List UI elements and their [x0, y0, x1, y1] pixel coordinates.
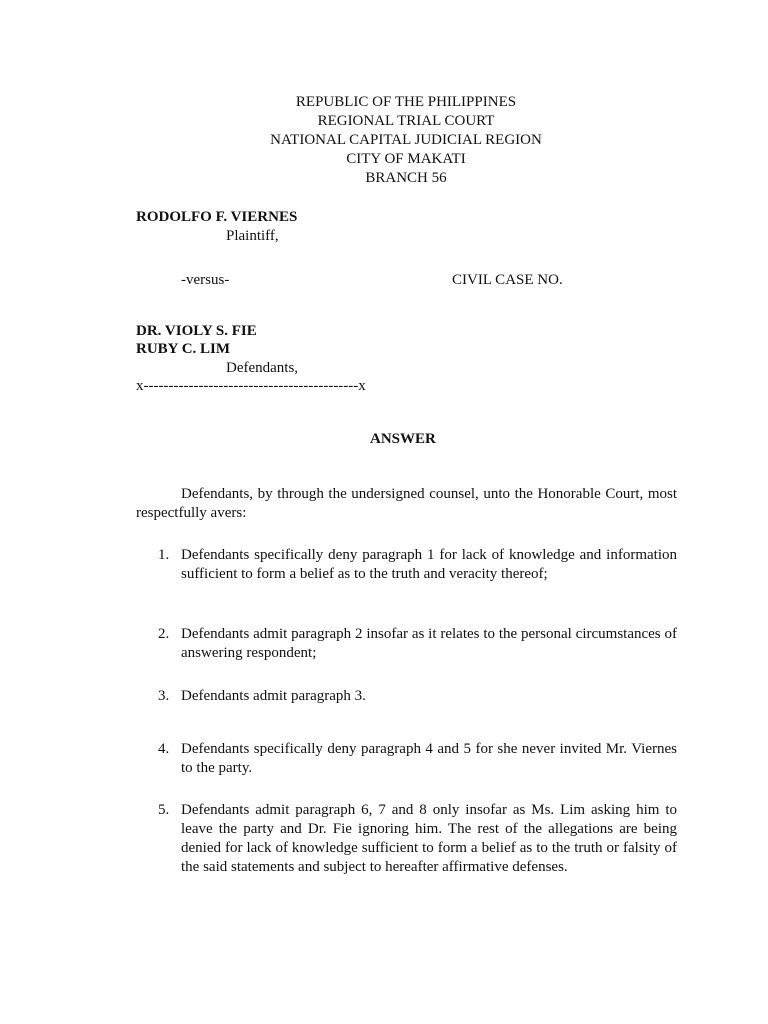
intro-paragraph: Defendants, by through the undersigned counsel, unto the Honorable Court, most respectfully avers: [136, 486, 677, 521]
paragraph-number: 3. [158, 688, 170, 704]
plaintiff-name: RODOLFO F. VIERNES [136, 209, 298, 225]
paragraph-number: 2. [158, 626, 170, 642]
paragraph-number: 5. [158, 802, 170, 818]
paragraph-text: Defendants admit paragraph 2 insofar as it relates to the personal circumstances of answering respondent; [181, 626, 677, 661]
document-title: ANSWER [370, 431, 436, 447]
court-line-rtc: REGIONAL TRIAL COURT [317, 113, 495, 129]
paragraph-text: Defendants specifically deny paragraph 4 and 5 for she never invited Mr. Viernes to the party. [181, 741, 677, 776]
court-header [0, 93, 768, 188]
court-line-branch: BRANCH 56 [365, 170, 447, 186]
paragraph-number: 1. [158, 547, 170, 563]
paragraph-text: Defendants specifically deny paragraph 1 for lack of knowledge and information sufficient to form a belief as to the truth and veracity thereof; [181, 547, 677, 582]
plaintiff-label: Plaintiff, [226, 228, 279, 244]
defendant-name-fie: DR. VIOLY S. FIE [136, 323, 257, 339]
court-line-city: CITY OF MAKATI [346, 151, 466, 167]
paragraph-text: Defendants admit paragraph 3. [181, 688, 366, 704]
paragraph-number: 4. [158, 741, 170, 757]
civil-case-number: CIVIL CASE NO. [452, 272, 563, 288]
court-line-region: NATIONAL CAPITAL JUDICIAL REGION [270, 132, 542, 148]
defendant-name-lim: RUBY C. LIM [136, 341, 231, 357]
paragraph-text: Defendants admit paragraph 6, 7 and 8 only insofar as Ms. Lim asking him to leave the party and Dr. Fie ignoring him. The rest of the allegations are being denied for lack of knowledge sufficient to form a belief as to the truth or falsity of the said statements and subject to hereafter affirmative defenses. [181, 802, 677, 875]
caption-separator: x-------------------------------------------x [136, 378, 366, 394]
defendants-label: Defendants, [226, 360, 299, 376]
court-line-republic: REPUBLIC OF THE PHILIPPINES [295, 94, 517, 110]
versus-label: -versus- [181, 272, 230, 288]
